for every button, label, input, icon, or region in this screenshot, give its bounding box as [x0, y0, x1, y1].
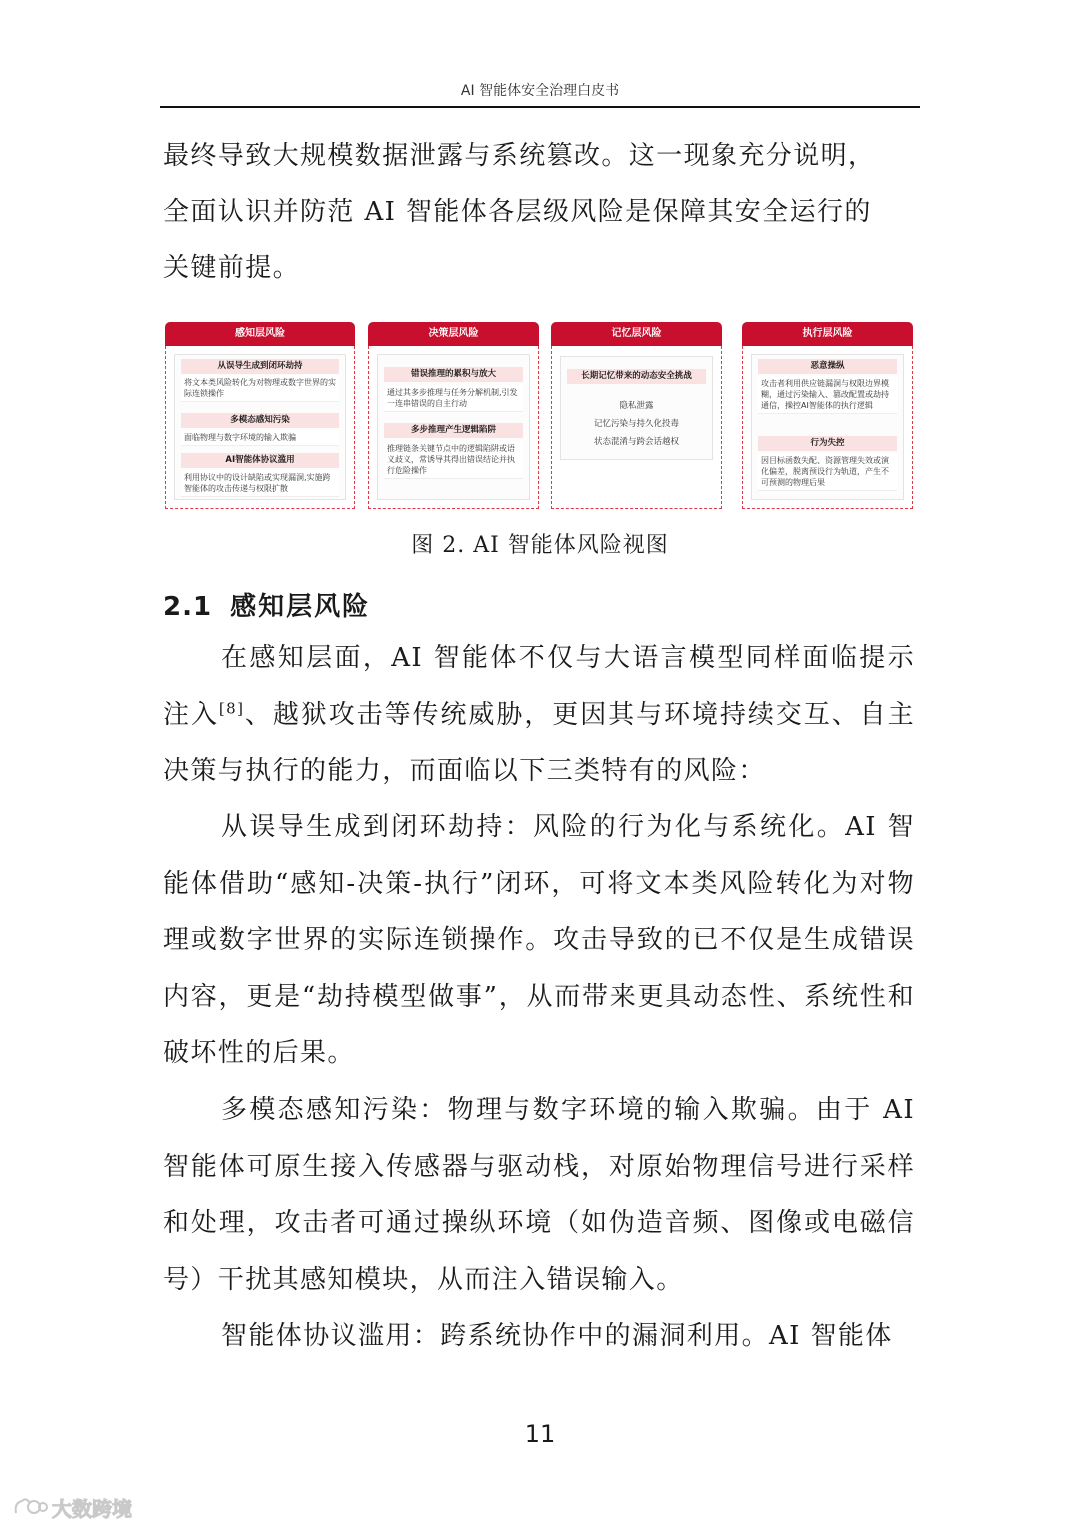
paragraph-multimodal-pollution: 多模态感知污染：物理与数字环境的输入欺骗。由于 AI 智能体可原生接入传感器与驱动栈，对原始物理信号进行采样和处理，攻击者可通过操纵环境（如伪造音频、图像或电磁信号）干扰其感知模块，从而注入错误输入。: [163, 1095, 915, 1295]
risk-item-title: 从误导生成到闭环劫持: [181, 359, 339, 374]
intro-line-1: 最终导致大规模数据泄露与系统篡改。这一现象充分说明，: [163, 141, 876, 171]
risk-item-title: 多步推理产生逻辑陷阱: [384, 423, 523, 438]
risk-item-text: 通过其多步推理与任务分解机制,引发一连串错误的自主行动: [384, 385, 523, 412]
column-title: 感知层风险: [165, 322, 355, 346]
risk-item-text: 面临物理与数字环境的输入欺骗: [181, 430, 339, 446]
risk-item-title: 行为失控: [758, 436, 897, 451]
memory-risk-line: 状态混淆与跨会话越权: [593, 437, 679, 447]
section-number: 2.1: [163, 592, 213, 622]
section-title: 感知层风险: [230, 592, 371, 622]
column-title: 执行层风险: [742, 322, 913, 346]
perception-risk-column: [165, 322, 355, 509]
risk-item-text: 推理链条关键节点中的逻辑陷阱或语义歧义，常诱导其得出错误结论并执行危险操作: [384, 441, 523, 479]
risk-item-title: AI智能体协议滥用: [181, 453, 339, 468]
memory-risk-line: 记忆污染与持久化投毒: [593, 419, 679, 429]
figure-caption: 图 2. AI 智能体风险视图: [411, 533, 669, 558]
watermark: [12, 1492, 132, 1522]
risk-item-title: 错误推理的累积与放大: [384, 367, 523, 382]
watermark-text: 大数跨境: [52, 1496, 132, 1521]
intro-line-2: 全面认识并防范 AI 智能体各层级风险是保障其安全运行的: [163, 197, 872, 227]
risk-item-text: 因目标函数失配、资源管理失效或演化偏差，脱离预设行为轨道，产生不可预测的物理后果: [758, 453, 897, 491]
page-number: 11: [524, 1420, 556, 1448]
risk-item-text: 利用协议中的设计缺陷或实现漏洞,实施跨智能体的攻击传递与权限扩散: [181, 470, 339, 497]
paragraph-closed-loop-hijack: 从误导生成到闭环劫持：风险的行为化与系统化。AI 智能体借助“感知-决策-执行”闭环，可将文本类风险转化为对物理或数字世界的实际连锁操作。攻击导致的已不仅是生成错误内容，更是“劫持模型做事”，从而带来更具动态性、系统性和破坏性的后果。: [163, 812, 915, 1068]
decision-risk-column: [368, 322, 539, 509]
watermark-logo-icon: [12, 1495, 48, 1519]
column-title: 记忆层风险: [551, 322, 722, 346]
risk-item-title: 恶意操纵: [758, 359, 897, 374]
paragraph-perception-intro: 在感知层面，AI 智能体不仅与大语言模型同样面临提示注入[8]、越狱攻击等传统威胁，更因其与环境持续交互、自主决策与执行的能力，而面临以下三类特有的风险：: [163, 643, 915, 786]
citation: [8]: [218, 698, 245, 717]
memory-heading: 长期记忆带来的动态安全挑战: [567, 369, 706, 384]
memory-risk-column: [551, 322, 722, 509]
paragraph-protocol-abuse: 智能体协议滥用：跨系统协作中的漏洞利用。AI 智能体: [221, 1321, 893, 1351]
intro-line-3: 关键前提。: [163, 253, 301, 283]
risk-item-title: 多模态感知污染: [181, 413, 339, 428]
running-header: AI 智能体安全治理白皮书: [160, 80, 920, 108]
execution-risk-column: [742, 322, 913, 509]
column-title: 决策层风险: [368, 322, 539, 346]
risk-item-text: 攻击者利用供应链漏洞与权限边界模糊，通过污染输入、篡改配置或劫持通信，操控AI智能体的执行逻辑: [758, 376, 897, 414]
risk-view-figure: [165, 322, 915, 512]
memory-risk-line: 隐私泄露: [619, 401, 654, 411]
section-heading: [163, 586, 370, 623]
risk-item-text: 将文本类风险转化为对物理或数字世界的实际连锁操作: [181, 375, 339, 402]
